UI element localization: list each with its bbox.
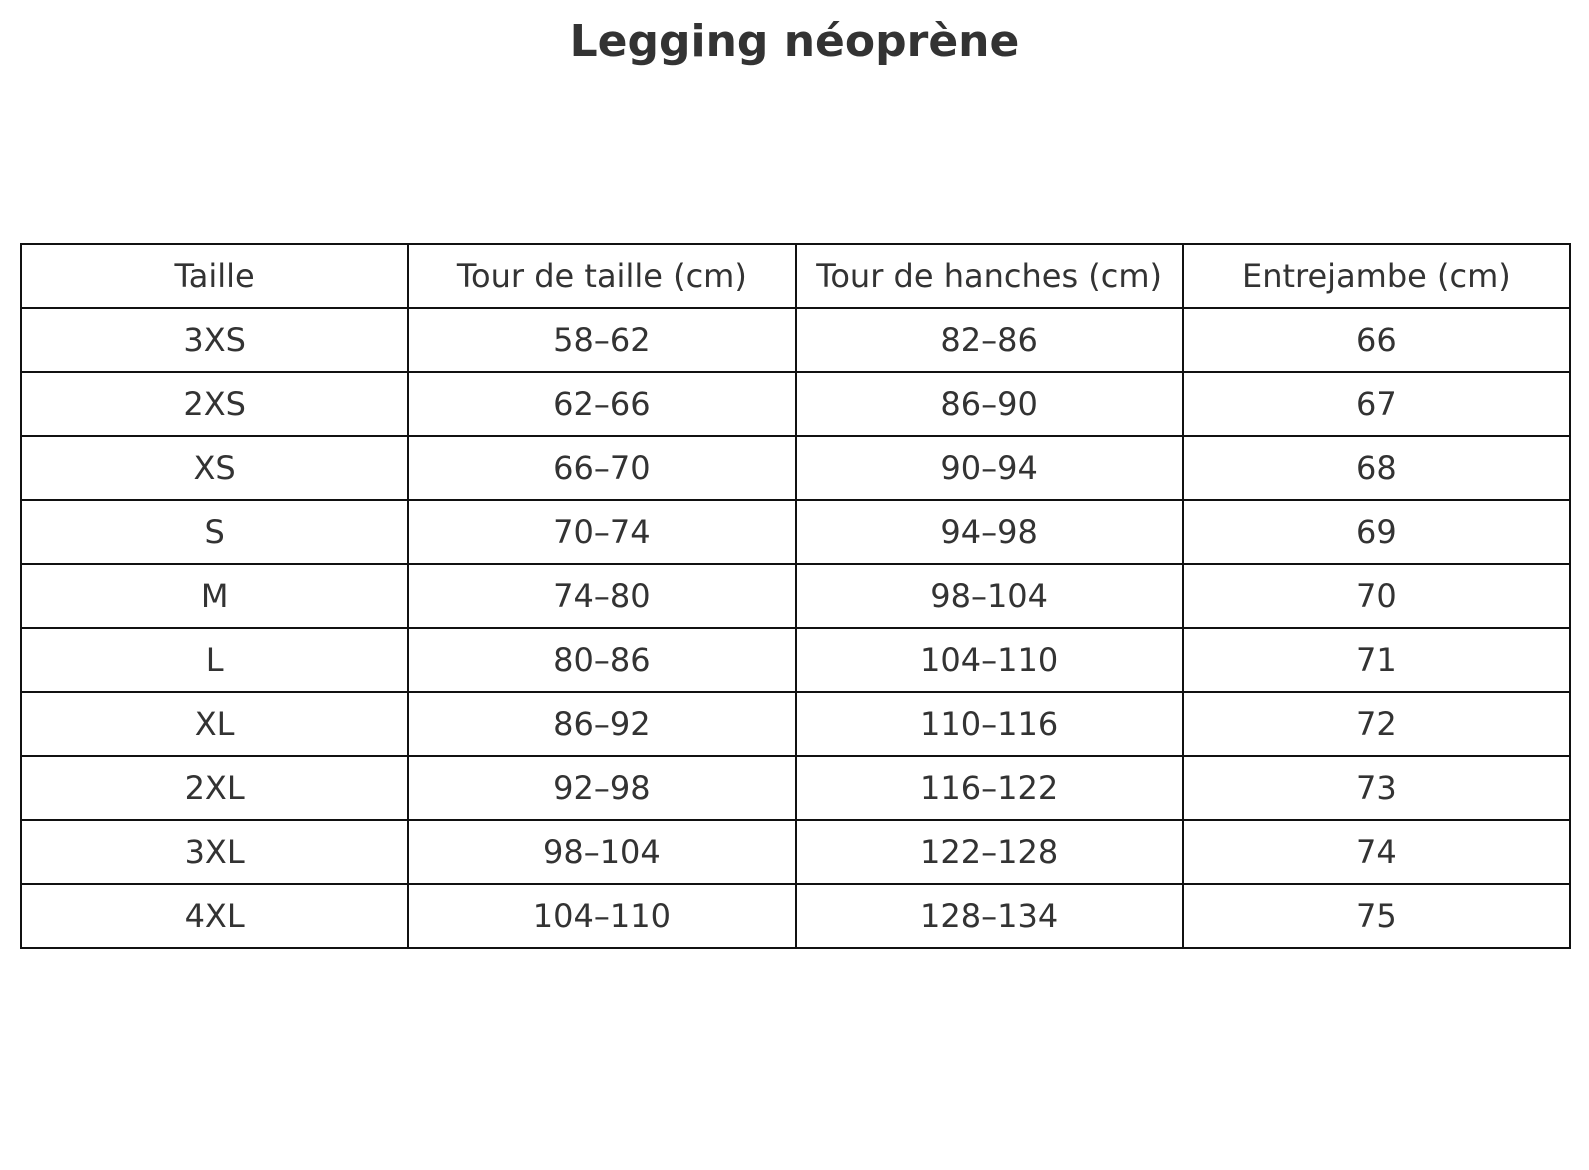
table-cell: 86–92 bbox=[408, 692, 795, 756]
table-cell: 75 bbox=[1183, 884, 1570, 948]
table-cell: 92–98 bbox=[408, 756, 795, 820]
header-cell-waist: Tour de taille (cm) bbox=[408, 244, 795, 308]
table-cell: 70 bbox=[1183, 564, 1570, 628]
table-cell: 3XS bbox=[21, 308, 408, 372]
header-cell-inseam: Entrejambe (cm) bbox=[1183, 244, 1570, 308]
table-cell: 90–94 bbox=[796, 436, 1183, 500]
table-row bbox=[21, 692, 1570, 756]
table-cell: 74–80 bbox=[408, 564, 795, 628]
table-row bbox=[21, 884, 1570, 948]
table-cell: 86–90 bbox=[796, 372, 1183, 436]
table-row bbox=[21, 308, 1570, 372]
table-cell: 98–104 bbox=[796, 564, 1183, 628]
table-header-row bbox=[21, 244, 1570, 308]
table-cell: 68 bbox=[1183, 436, 1570, 500]
table-cell: 122–128 bbox=[796, 820, 1183, 884]
header-cell-hips: Tour de hanches (cm) bbox=[796, 244, 1183, 308]
table-row bbox=[21, 628, 1570, 692]
table-cell: 69 bbox=[1183, 500, 1570, 564]
table-cell: 2XL bbox=[21, 756, 408, 820]
table-cell: 94–98 bbox=[796, 500, 1183, 564]
size-table bbox=[20, 243, 1571, 949]
table-cell: 58–62 bbox=[408, 308, 795, 372]
table-cell: 104–110 bbox=[796, 628, 1183, 692]
table-cell: 72 bbox=[1183, 692, 1570, 756]
table-row bbox=[21, 756, 1570, 820]
table-cell: 66 bbox=[1183, 308, 1570, 372]
table-cell: 71 bbox=[1183, 628, 1570, 692]
table-cell: 66–70 bbox=[408, 436, 795, 500]
table-cell: 80–86 bbox=[408, 628, 795, 692]
table-cell: 73 bbox=[1183, 756, 1570, 820]
table-cell: XL bbox=[21, 692, 408, 756]
table-cell: 62–66 bbox=[408, 372, 795, 436]
table-cell: 82–86 bbox=[796, 308, 1183, 372]
table-cell: S bbox=[21, 500, 408, 564]
table-row bbox=[21, 372, 1570, 436]
table-row bbox=[21, 820, 1570, 884]
table-row bbox=[21, 564, 1570, 628]
table-cell: 128–134 bbox=[796, 884, 1183, 948]
chart-title: Legging néoprène bbox=[569, 16, 1020, 67]
table-cell: 70–74 bbox=[408, 500, 795, 564]
table-cell: 4XL bbox=[21, 884, 408, 948]
table-cell: 98–104 bbox=[408, 820, 795, 884]
table-cell: XS bbox=[21, 436, 408, 500]
header-cell-size: Taille bbox=[21, 244, 408, 308]
table-cell: 74 bbox=[1183, 820, 1570, 884]
table-cell: M bbox=[21, 564, 408, 628]
table-cell: 2XS bbox=[21, 372, 408, 436]
table-cell: 3XL bbox=[21, 820, 408, 884]
table-cell: 110–116 bbox=[796, 692, 1183, 756]
table-cell: 116–122 bbox=[796, 756, 1183, 820]
table-cell: 104–110 bbox=[408, 884, 795, 948]
table-cell: 67 bbox=[1183, 372, 1570, 436]
table-cell: L bbox=[21, 628, 408, 692]
table-row bbox=[21, 436, 1570, 500]
table-row bbox=[21, 500, 1570, 564]
